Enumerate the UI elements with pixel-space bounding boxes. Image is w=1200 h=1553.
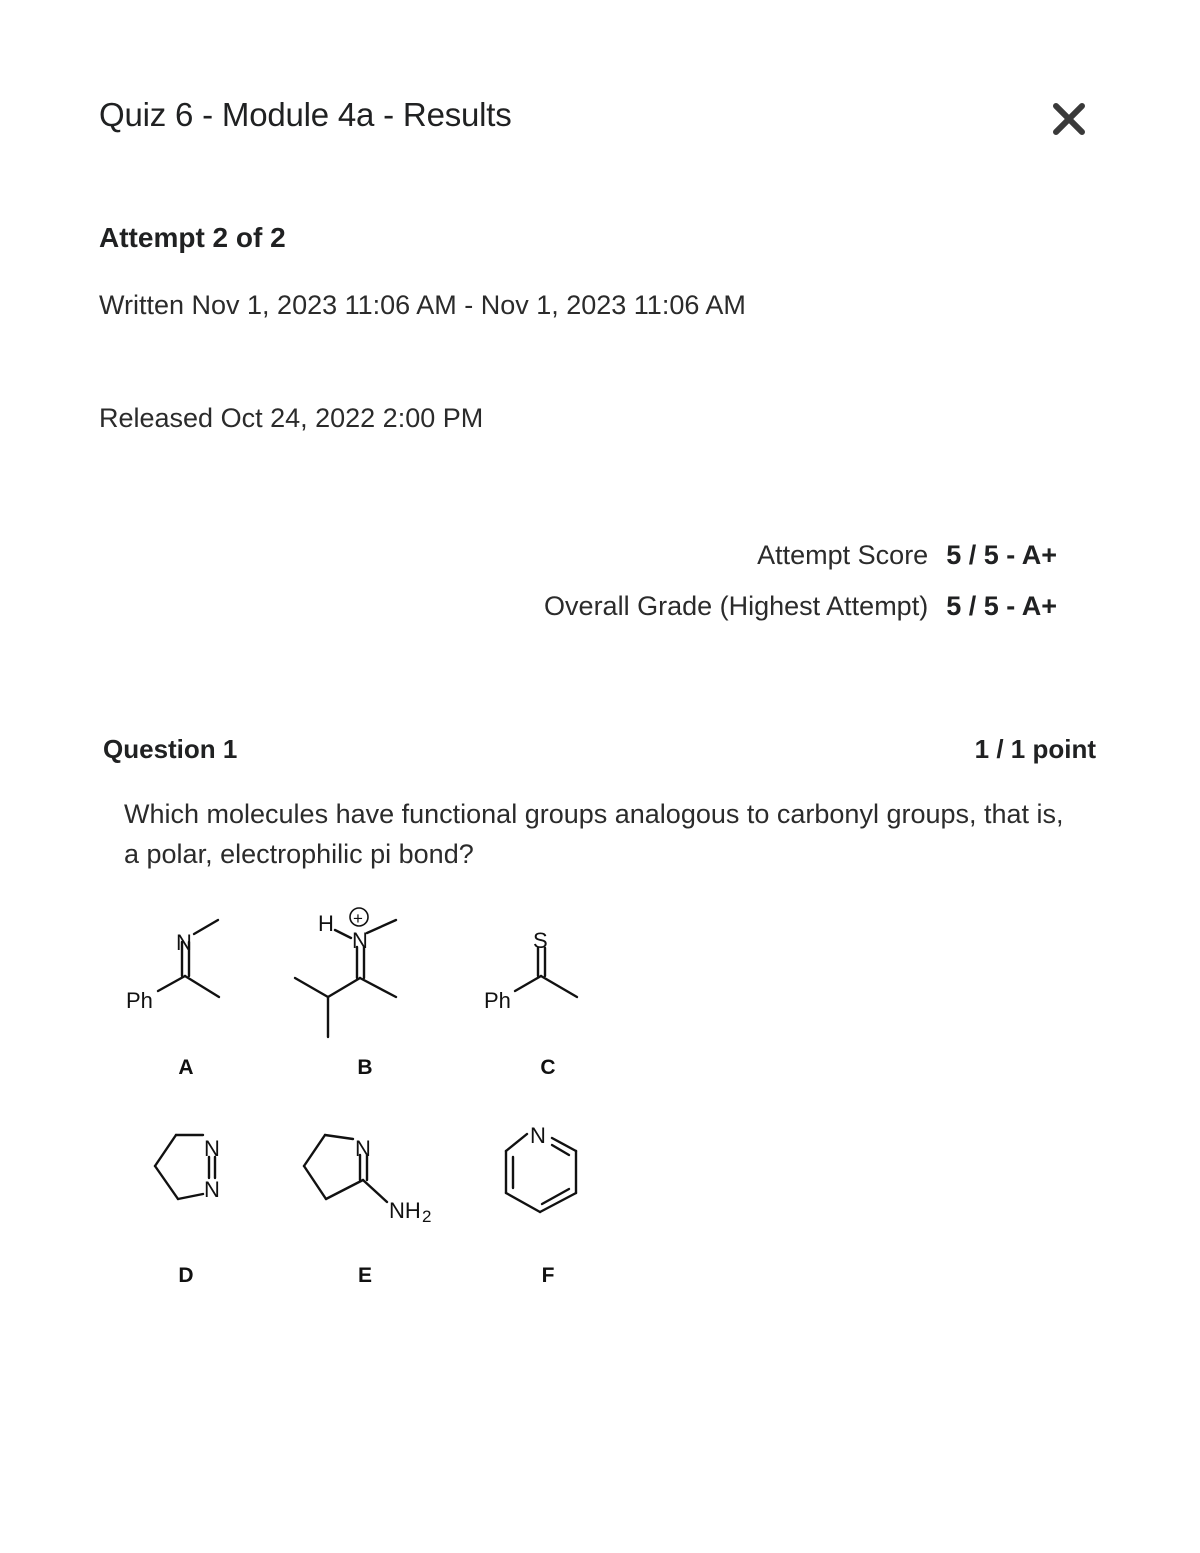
atom-label: H — [318, 911, 334, 936]
molecule-label-b: B — [357, 1056, 373, 1079]
atom-label: N — [355, 1136, 371, 1161]
atom-label: N — [204, 1177, 220, 1202]
molecule-label-f: F — [541, 1264, 555, 1287]
page-title: Quiz 6 - Module 4a - Results — [99, 96, 512, 133]
close-icon — [1046, 96, 1092, 142]
molecule-label-a: A — [178, 1056, 194, 1079]
overall-grade-row — [544, 591, 1057, 622]
atom-label: N — [204, 1136, 220, 1161]
molecule-structures-image — [100, 890, 600, 1300]
molecule-label-c: C — [540, 1056, 556, 1079]
overall-grade-value: 5 / 5 - A+ — [946, 591, 1057, 621]
question-text: Which molecules have functional groups analogous to carbonyl groups, that is, a polar, electrophilic pi bond? — [124, 799, 1064, 869]
attempt-heading: Attempt 2 of 2 — [99, 222, 286, 253]
released-timestamp: Released Oct 24, 2022 2:00 PM — [99, 403, 484, 433]
atom-label: Ph — [484, 988, 511, 1013]
attempt-score-row — [757, 540, 1057, 571]
molecule-figure — [100, 890, 600, 1305]
written-timestamp: Written Nov 1, 2023 11:06 AM - Nov 1, 2023 11:06 AM — [99, 290, 746, 320]
attempt-score-value: 5 / 5 - A+ — [946, 540, 1057, 570]
atom-label: Ph — [126, 988, 153, 1013]
atom-label: N — [530, 1123, 546, 1148]
atom-label: N — [352, 928, 368, 953]
charge-label: + — [353, 909, 363, 928]
atom-label: N — [176, 930, 192, 955]
overall-grade-label: Overall Grade (Highest Attempt) — [544, 591, 929, 621]
close-button[interactable] — [1046, 96, 1092, 142]
atom-label: S — [533, 928, 548, 953]
molecule-label-e: E — [357, 1264, 373, 1287]
attempt-score-label: Attempt Score — [757, 540, 929, 570]
question-points: 1 / 1 point — [974, 734, 1096, 764]
atom-label-subscript: 2 — [422, 1207, 432, 1226]
molecule-label-d: D — [178, 1264, 194, 1287]
question-title: Question 1 — [103, 734, 238, 764]
question-header — [103, 734, 1096, 765]
atom-label: NH — [389, 1198, 421, 1223]
